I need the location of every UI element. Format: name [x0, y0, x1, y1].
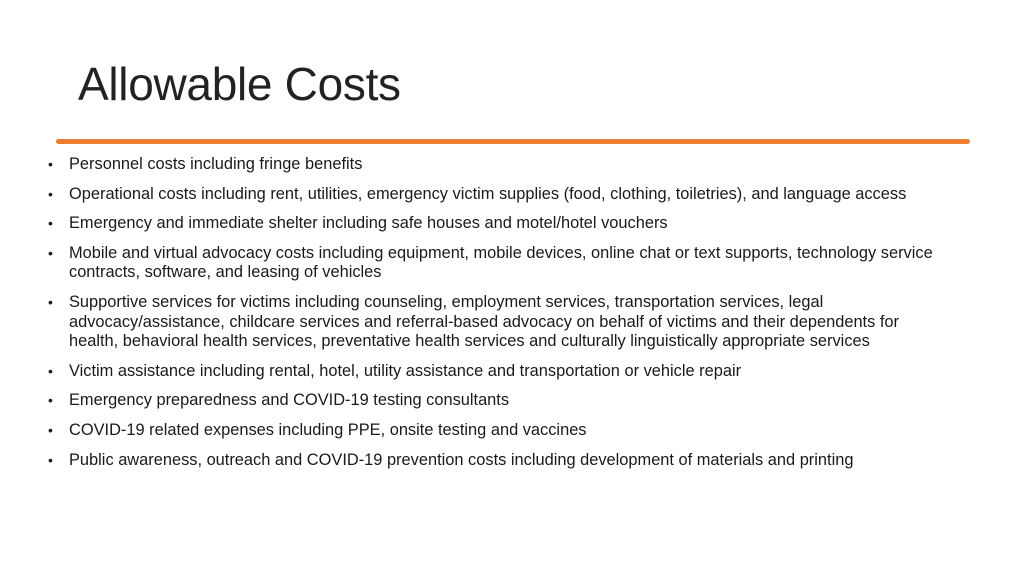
bullet-text: Emergency and immediate shelter including safe houses and motel/hotel vouchers: [69, 214, 668, 233]
bullet-item: [46, 155, 946, 175]
bullet-icon: •: [48, 185, 53, 202]
bullet-item: [46, 391, 946, 411]
bullet-text: Personnel costs including fringe benefits: [69, 155, 363, 173]
bullet-icon: •: [48, 244, 53, 261]
bullet-text: COVID-19 related expenses including PPE, onsite testing and vaccines: [69, 420, 587, 439]
bullet-icon: •: [48, 421, 53, 438]
bullet-item: [46, 244, 946, 283]
title-underline-rule: [56, 139, 970, 144]
bullet-icon: •: [48, 451, 53, 468]
bullet-icon: •: [48, 392, 53, 409]
bullet-icon: •: [48, 293, 53, 310]
bullet-item: [46, 421, 946, 441]
bullet-text: Supportive services for victims including counseling, employment services, transportation services, legal advocacy/assistance, childcare services and referral-based advocacy on behalf of victims and their dependents for health, behavioral health services, preventative health services and culturally linguistically appropriate services: [69, 292, 899, 351]
slide-title: Allowable Costs: [78, 58, 401, 110]
bullet-icon: •: [48, 215, 53, 232]
bullet-item: [46, 214, 946, 234]
bullet-text: Public awareness, outreach and COVID-19 prevention costs including development of materials and printing: [69, 450, 854, 469]
bullet-item: [46, 185, 946, 205]
bullet-item: [46, 362, 946, 382]
bullet-icon: •: [48, 156, 53, 172]
bullet-text: Victim assistance including rental, hotel, utility assistance and transportation or vehicle repair: [69, 361, 742, 380]
bullet-icon: •: [48, 362, 53, 379]
bullet-text: Operational costs including rent, utilities, emergency victim supplies (food, clothing, toiletries), and language access: [69, 184, 907, 203]
bullet-list: [46, 155, 946, 480]
bullet-text: Mobile and virtual advocacy costs including equipment, mobile devices, online chat or text supports, technology service contracts, software, and leasing of vehicles: [69, 243, 933, 282]
bullet-text: Emergency preparedness and COVID-19 testing consultants: [69, 391, 510, 410]
bullet-item: [46, 293, 946, 352]
bullet-item: [46, 451, 946, 471]
